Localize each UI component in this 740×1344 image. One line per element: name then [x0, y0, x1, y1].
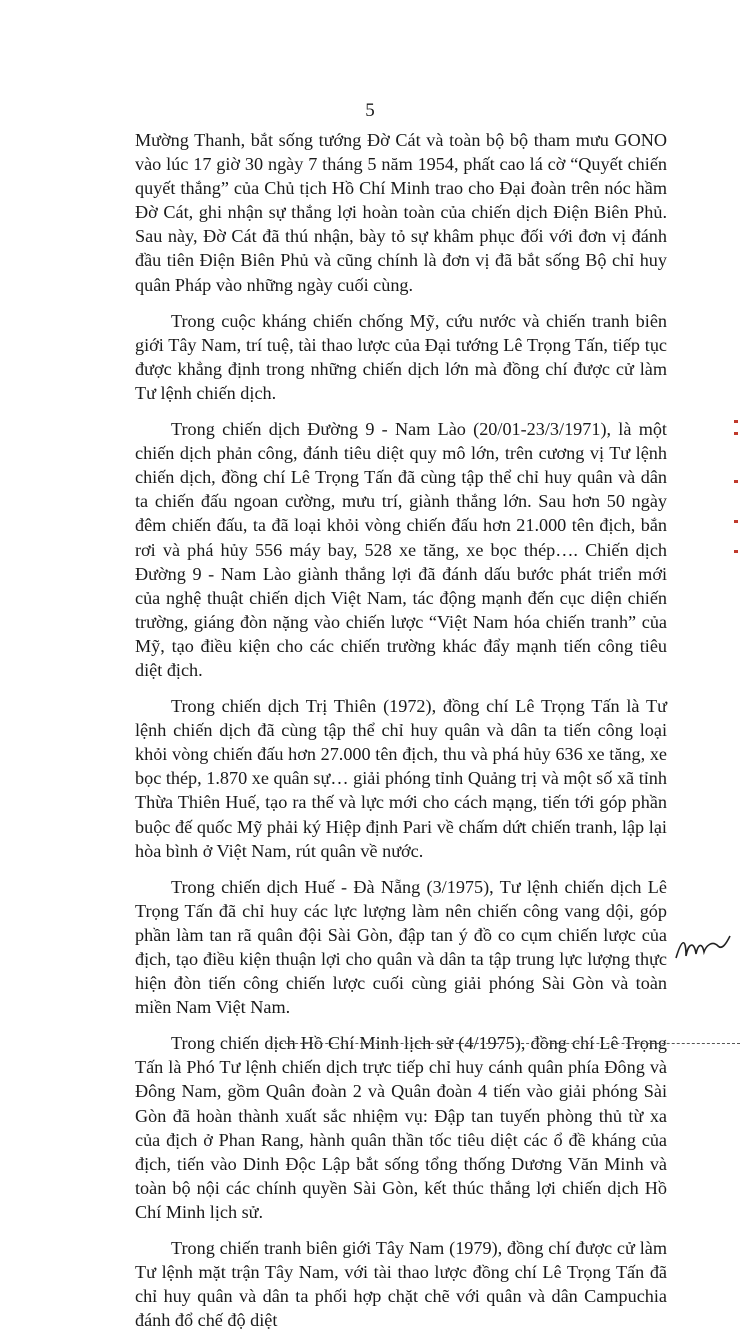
- paragraph: Trong chiến tranh biên giới Tây Nam (1979), đồng chí được cử làm Tư lệnh mặt trận Tây Nam, với tài thao lược đồng chí Lê Trọng Tấn đã chỉ huy quân và dân ta phối hợp chặt chẽ với quân và dân Campuchia đánh đổ chế độ diệt: [135, 1238, 667, 1331]
- footer-rule: [270, 1043, 740, 1045]
- paragraph: Trong chiến dịch Huế - Đà Nẵng (3/1975), Tư lệnh chiến dịch Lê Trọng Tấn đã chỉ huy các lực lượng làm nên chiến công vang dội, góp phần làm tan rã quân đội Sài Gòn, đập tan ý đồ co cụm chiến lược của địch, tạo điều kiện thuận lợi cho quân và dân ta tập trung lực lượng thực hiện đòn tiến công chiến lược cuối cùng giải phóng Sài Gòn và toàn miền Nam Việt Nam.: [135, 876, 667, 1018]
- paragraph: Trong chiến dịch Hồ Chí Minh lịch sử (4/1975), đồng chí Lê Trọng Tấn là Phó Tư lệnh chiến dịch trực tiếp chỉ huy cánh quân phía Đông và Đông Nam, gồm Quân đoàn 2 và Quân đoàn 4 tiến vào giải phóng Sài Gòn đã hoàn thành xuất sắc nhiệm vụ: Đập tan tuyến phòng thủ từ xa của địch ở Phan Rang, hành quân thần tốc tiêu diệt các ổ đề kháng của địch, tiến vào Dinh Độc Lập bắt sống tổng thống Dương Văn Minh và toàn bộ nội các chính quyền Sài Gòn, kết thúc thắng lợi chiến dịch Hồ Chí Minh lịch sử.: [135, 1033, 667, 1222]
- signature-initial: [672, 930, 732, 970]
- paragraph: Trong cuộc kháng chiến chống Mỹ, cứu nước và chiến tranh biên giới Tây Nam, trí tuệ, tài thao lược của Đại tướng Lê Trọng Tấn, tiếp tục được khẳng định trong những chiến dịch lớn mà đồng chí được cử làm Tư lệnh chiến dịch.: [135, 310, 667, 403]
- document-body: [135, 128, 667, 1344]
- margin-marks: [732, 420, 738, 580]
- page-number: 5: [365, 100, 375, 121]
- paragraph: Mường Thanh, bắt sống tướng Đờ Cát và toàn bộ bộ tham mưu GONO vào lúc 17 giờ 30 ngày 7 tháng 5 năm 1954, phất cao lá cờ “Quyết chiến quyết thắng” của Chủ tịch Hồ Chí Minh trao cho Đại đoàn trên nóc hầm Đờ Cát, ghi nhận sự thắng lợi hoàn toàn của chiến dịch Điện Biên Phủ. Sau này, Đờ Cát đã thú nhận, bày tỏ sự khâm phục đối với đơn vị đánh đầu tiên Điện Biên Phủ và cũng chính là đơn vị đã bắt sống Bộ chỉ huy quân Pháp vào những ngày cuối cùng.: [135, 130, 667, 295]
- paragraph: Trong chiến dịch Trị Thiên (1972), đồng chí Lê Trọng Tấn là Tư lệnh chiến dịch đã cùng tập thể chỉ huy quân và dân ta tiến công loại khỏi vòng chiến đấu hơn 27.000 tên địch, thu và phá hủy 636 xe tăng, xe bọc thép, 1.870 xe quân sự… giải phóng tỉnh Quảng trị và một số xã tỉnh Thừa Thiên Huế, tạo ra thế và lực mới cho cách mạng, tiến tới góp phần buộc đế quốc Mỹ phải ký Hiệp định Pari về chấm dứt chiến tranh, lập lại hòa bình ở Việt Nam, rút quân về nước.: [135, 696, 667, 861]
- paragraph: Trong chiến dịch Đường 9 - Nam Lào (20/01-23/3/1971), là một chiến dịch phản công, đánh tiêu diệt quy mô lớn, trên cương vị Tư lệnh chiến dịch, đồng chí Lê Trọng Tấn đã cùng tập thể chỉ huy quân và dân ta chiến đấu ngoan cường, mưu trí, giành thắng lớn. Sau hơn 50 ngày đêm chiến đấu, ta đã loại khỏi vòng chiến đấu hơn 21.000 tên địch, bắn rơi và phá hủy 556 máy bay, 528 xe tăng, xe bọc thép…. Chiến dịch Đường 9 - Nam Lào giành thắng lợi đã đánh dấu bước phát triển mới của nghệ thuật chiến dịch Việt Nam, tác động mạnh đến cục diện chiến trường, giáng đòn nặng vào chiến lược “Việt Nam hóa chiến tranh” của Mỹ, tạo điều kiện cho các chiến trường khác đẩy mạnh tiến công tiêu diệt địch.: [135, 419, 667, 680]
